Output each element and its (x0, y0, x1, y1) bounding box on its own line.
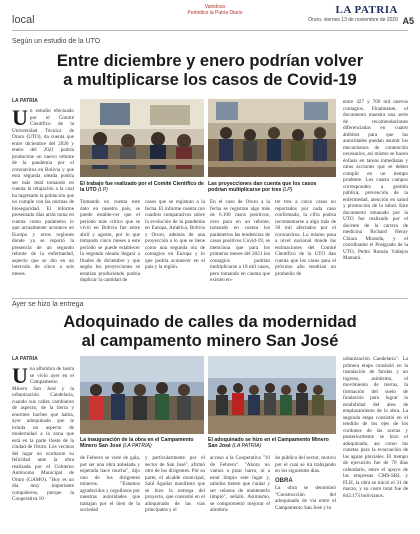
article1-photo-1 (80, 99, 204, 177)
article1-column-5: tre tres a cinco casos no reportados por cada caso confirmado, la cifra podría incrementarse a algo más de 30 mil afectados por el coronavirus. Lo mismo pasa a nivel nacional donde las estimaciones del Comité Científico de la UTO dan cuenta que los casos para el próximo año tendrían un promedio de (275, 199, 336, 277)
page-header (0, 0, 420, 32)
article1-headline-line2: a multiplicarse los casos de Covid-19 (63, 71, 357, 89)
article2-dropcap: U (12, 366, 28, 388)
article2-column-5 (275, 455, 336, 534)
article1-caption-2-text: Las proyecciones dan cuenta que los casos podrían multiplicarse por tres (208, 181, 317, 194)
article-separator (12, 298, 408, 299)
article1-column-4: En el caso de Oruro a la fecha se registran algo más de 6.100 casos positivos, cero para en un rebrote, tomando en cuenta los parámetros las tendencias de casos positivos Covid-19, se menciona que para los primeros meses del 2021 los contagios podrían multiplicarse a 18 mil casos, pero tomando en cuenta que existen en- (210, 199, 270, 283)
article1-agency: LA PATRIA (12, 98, 38, 104)
article2-col5-text: do público del sector, motivo por el cual se irá trabajando en los siguientes días. (275, 455, 336, 474)
article2-headline-line2: al campamento minero San José (81, 332, 339, 350)
article2-column-6: urbanización Candelaria". La primera etapa consistió en la instalación de farolas y un ingreso, asimismo, el movimiento de tierras, la formación del suelo de fundación para lograr la estabilidad del área de emplazamiento de la obra. La segunda etapa consistió en el tendido de los ejes de los cordones de las aceras y posteriormente se hizo el adoquinado, así como las cunetas para la evacuación de las aguas pluviales. El tiempo de ejecución fue de 70 días calendario, entre el apoyo de las empresas CMS-SRL y FLH, la obra se inició el 31 de marzo, y su costo total fue de 843.173 bolivianos. (343, 356, 408, 499)
article1-dropcap: U (12, 108, 28, 130)
article2-headline (12, 313, 408, 351)
header-rule (12, 30, 408, 31)
dateline: Oruro, viernes 13 de noviembre de 2020 (308, 17, 398, 23)
header-tagline (180, 4, 250, 16)
article2-caption-1-text: La inauguración de la obra en el Campamento Minero San José (80, 437, 194, 450)
article1-column-1 (12, 108, 74, 278)
page-number: A5 (402, 16, 414, 26)
article2-col5b-text: La obra se denominó "Construcción del adoquinado de vía entre el Campamento San José y la (275, 485, 336, 511)
article2-caption-1 (80, 437, 204, 449)
article1-photo-2 (208, 99, 336, 177)
article2-caption-2-credit: (LA PATRIA) (232, 443, 262, 450)
tagline-line2: Periódico la Patria Diario (187, 10, 243, 16)
article2-column-4: acceso a la Cooperativa "10 de Febrero". "Ahora no vamos a pisar barro, ni a estar limpio este lugar y, sabidos tienen que cuidar y ser celosos de mantenerlo limpio", señaló. Asimismo, se comprometió mejorar el alumbra- (210, 455, 270, 513)
article1-column-3: casos que se registran a la fecha. El informe cuenta con cuadros comparativos sobre la evolución de la pandemia en Europa, América, Bolivia y Oruro, además de una proyección a lo que se tiene como una segunda ola de contagios en Europa y lo que podría acontecer en el país y la región. (145, 199, 205, 270)
article2-col1-text: na alfombra de lastra se vivió ayer en el Campamento Minero San José y la urbanización Candelaria, cuando sus calles cambiaron de aspecto, de la tierra y enormes baches que había, ayer adoquinado que le brinda un aspecto de modernidad a la zona que está en la parte Oeste de la ciudad de Oruro. Los vecinos del lugar no ocultaron su felicidad ante la obra realizada por el Gobierno Autónomo Municipal de Oruro (GAMO). "Hoy es un día muy importante compañeros, porque la Cooperativa 10 (12, 366, 74, 502)
article2-kicker: Ayer se hizo la entrega (12, 301, 84, 308)
tagline-line1: Vanidoso (204, 4, 226, 10)
article2-photo-1 (80, 356, 204, 434)
section-label: local (12, 14, 35, 26)
article1-caption-2-credit: (LP) (282, 187, 293, 194)
article2-column-3: y particularmente por el sector de San José", afirmó otro de los dirigentes. Por su parte, el alcalde municipal, Saúl Aguilar manifestó que se hizo la entrega del proyecto, que consistió en el adoquinado de las vías principales y el (145, 455, 205, 513)
article2-caption-1-credit: (LA PATRIA) (122, 443, 152, 450)
article2-caption-2 (208, 437, 336, 449)
article1-kicker: Según un estudio de la UTO (12, 38, 101, 45)
article1-caption-1-credit: (LP) (98, 187, 108, 194)
article1-caption-2 (208, 181, 336, 193)
article2-headline-line1: Adoquinado de calles da modernidad (63, 313, 357, 331)
article2-column-1 (12, 366, 74, 534)
article1-col1-text: n estudio efectuado por el Comité Científico de la Universidad Técnica de Oruro (UTO), da cuenta que entre diciembre del 2020 y enero del 2021 podría producirse un nuevo rebrote de la pandemia por el coronavirus en Bolivia y que esta segunda oleada podría ser más letal tomando en cuenta la relajación a la cual ha ingresado la población que no cumple con las normas de bioseguridad. El informe presentado días atrás toma en cuenta como parámetro lo que actualmente acontece en Europa y otros regiones donde ya se reportó la presencia de un segundo rebrote de la enfermedad, aspecto que se dio en un intervalo de cinco a seis meses. (12, 108, 74, 277)
article2-agency: LA PATRIA (12, 356, 38, 362)
newspaper-brand: LA PATRIA (335, 4, 398, 16)
article1-column-6: entre 427 y 700 mil nuevos contagios. Finalmente, el documento muestra una serie de recomendaciones diferenciadas en cuatro ámbitos para que las autoridades puedan asumir los mecanismos de contención necesarios, así mismo se hacen énfasis en tareas inmediatas y otras acciones que se deben cumplir en un tiempo prudente. Los cuatro campos corresponden a gestión pública, prevención de la enfermedad, atención en salud y promoción de la salud. Este documento emanado por la UTO fue realizado por el docente de la carrera de medicina Richard Henry Chiara Miranda, y el coordinador el Postgrado de la UTO, Pedro Román Vallejos Mamani. (343, 99, 408, 261)
article2-photo-2 (208, 356, 336, 434)
article1-caption-1-text: El trabajo fue realizado por el Comité Científico de la UTO (80, 181, 204, 194)
article2-subhead: OBRA (275, 477, 293, 484)
article1-column-2: Tomando en cuenta este dato en nuestro país, se puede estable-cer que el periodo más crítico que se vivió en Bolivia fue entre abril y agosto, por lo que tomando cinco meses a este periodo se puede establecer la segunda oleada llegará a finales de diciembre y que según los proyecciones se estarían produciendo podría duplicar la cantidad de (80, 199, 140, 283)
article2-caption-2-text: El adoquinado se hizo en el Campamento Minero San José (208, 437, 329, 450)
article1-headline-line1: Entre diciembre y enero podrían volver (56, 52, 364, 70)
article1-headline (12, 52, 408, 90)
article2-column-2: de Febrero se viste de gala, por ser una obra anhelada y esperada hace mucho", dijo uno de los dirigentes mineros. "Estamos agradecidos y orgullosos por nuestras autoridades que trabajan por el bien de la sociedad (80, 455, 140, 513)
article1-caption-1 (80, 181, 204, 193)
